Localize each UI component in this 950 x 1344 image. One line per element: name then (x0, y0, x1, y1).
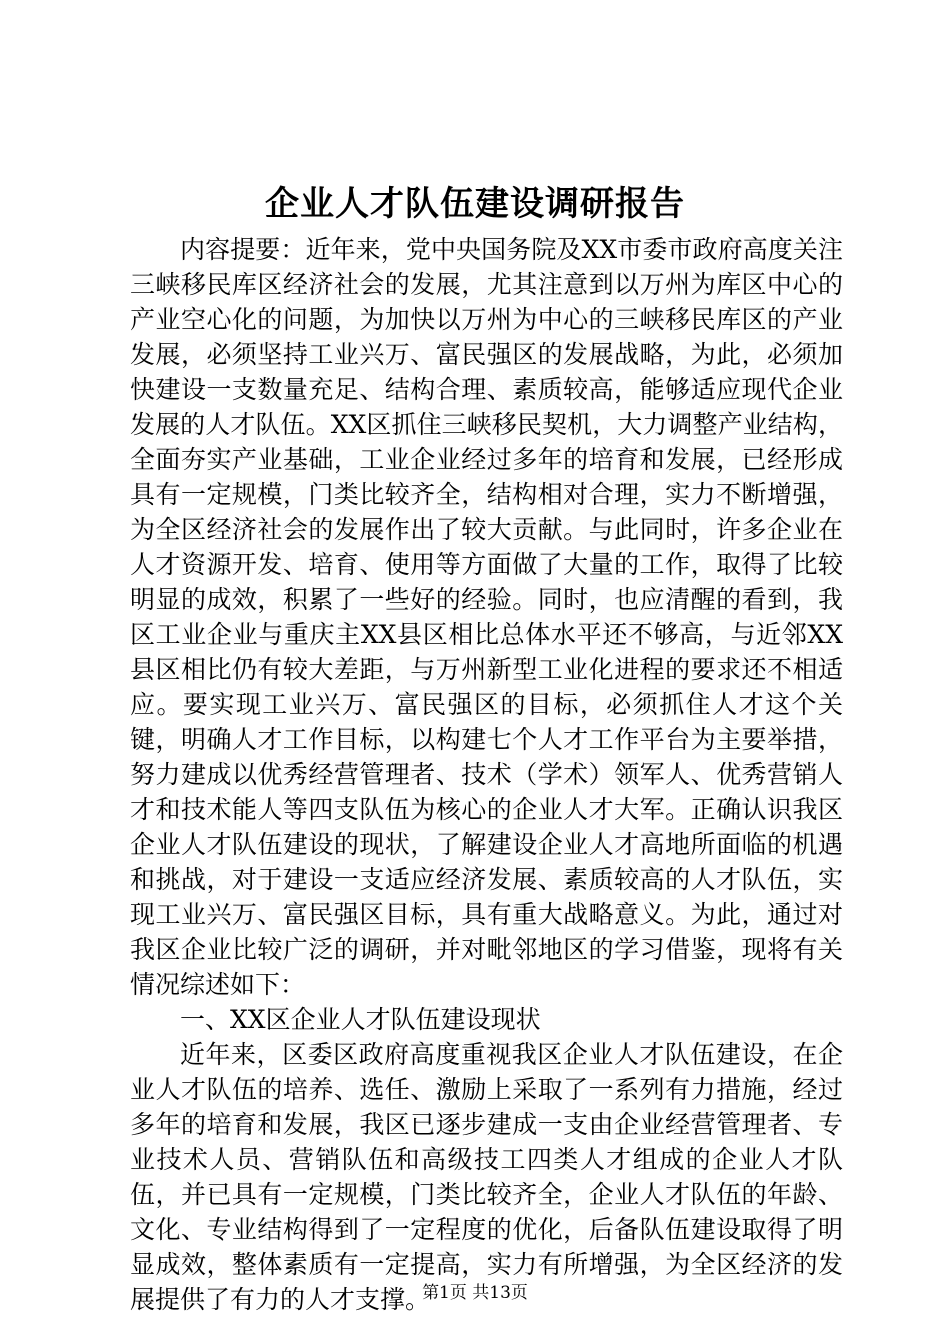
document-title: 企业人才队伍建设调研报告 (265, 184, 685, 224)
document-body (130, 232, 843, 1317)
summary-paragraph: 内容提要：近年来，党中央国务院及XX市委市政府高度关注三峡移民库区经济社会的发展，尤其注意到以万州为库区中心的产业空心化的问题，为加快以万州为中心的三峡移民库区的产业发展，必须坚持工业兴万、富民强区的发展战略，为此，必须加快建设一支数量充足、结构合理、素质较高，能够适应现代企业发展的人才队伍。XX区抓住三峡移民契机，大力调整产业结构，全面夯实产业基础，工业企业经过多年的培育和发展，已经形成具有一定规模，门类比较齐全，结构相对合理，实力不断增强，为全区经济社会的发展作出了较大贡献。与此同时，许多企业在人才资源开发、培育、使用等方面做了大量的工作，取得了比较明显的成效，积累了一些好的经验。同时，也应清醒的看到，我区工业企业与重庆主XX县区相比总体水平还不够高，与近邻XX县区相比仍有较大差距，与万州新型工业化进程的要求还不相适应。要实现工业兴万、富民强区的目标，必须抓住人才这个关键，明确人才工作目标，以构建七个人才工作平台为主要举措，努力建成以优秀经营管理者、技术（学术）领军人、优秀营销人才和技术能人等四支队伍为核心的企业人才大军。正确认识我区企业人才队伍建设的现状，了解建设企业人才高地所面临的机遇和挑战，对于建设一支适应经济发展、素质较高的人才队伍，实现工业兴万、富民强区目标，具有重大战略意义。为此，通过对我区企业比较广泛的调研，并对毗邻地区的学习借鉴，现将有关情况综述如下： (130, 235, 843, 999)
page-footer: 第1页 共13页 (422, 1283, 528, 1303)
section-heading: 一、XX区企业人才队伍建设现状 (180, 1005, 541, 1034)
body-paragraph: 近年来，区委区政府高度重视我区企业人才队伍建设，在企业人才队伍的培养、选任、激励上采取了一系列有力措施，经过多年的培育和发展，我区已逐步建成一支由企业经营管理者、专业技术人员、营销队伍和高级技工四类人才组成的企业人才队伍，并已具有一定规模，门类比较齐全，企业人才队伍的年龄、文化、专业结构得到了一定程度的优化，后备队伍建设取得了明显成效，整体素质有一定提高，实力有所增强，为全区经济的发展提供了有力的人才支撑。 (130, 1040, 843, 1314)
